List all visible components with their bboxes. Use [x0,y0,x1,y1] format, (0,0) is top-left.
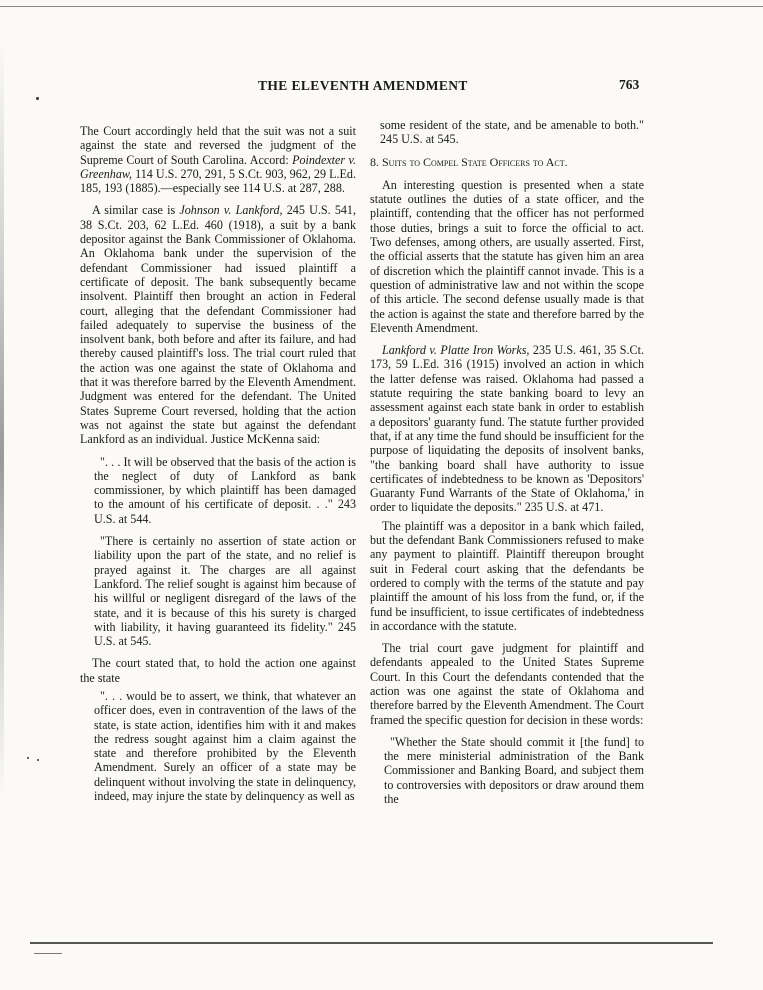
block-quote: "There is certainly no assertion of state action or liability upon the part of the state, and no relief is prayed against it. The charges are all against Lankford. The relief sought is against him because of his willful or negligent disregard of the laws of the state, and it is because of this his surety is charged with liability, it having guaranteed its fidelity." 245 U.S. at 545. [94,534,356,649]
block-quote: "Whether the State should commit it [the fund] to the mere ministerial administration of the Bank Commissioner and Banking Board, and subject them to controversies with depositors or draw around them the [384,734,644,807]
block-quote: some resident of the state, and be amenable to both." 245 U.S. at 545. [380,118,644,147]
scan-speck [27,757,29,759]
paragraph [370,343,644,515]
left-scan-edge [0,40,4,800]
bottom-scan-edge [30,942,713,944]
paragraph: The plaintiff was a depositor in a bank which failed, but the defendant Bank Commissioners refused to make any payment to plaintiff. Plaintiff thereupon brought suit in Federal court asking that the defendants be ordered to comply with the terms of the statute and pay plaintiff the amount of his loss from the fund, or, if the fund be insufficient, to issue certificates of indebtedness in accordance with the statute. [370,518,644,633]
paragraph: The trial court gave judgment for plaintiff and defendants appealed to the United States Supreme Court. In this Court the defendants contended that the action was one against the state of Oklahoma and therefore barred by the Eleventh Amendment. The Court framed the specific question for decision in these words: [370,641,644,727]
paragraph-text: The Court accordingly held that the suit was not a suit against the state and reversed the judgment of the Supreme Court of South Carolina. Accord: [80,124,356,167]
block-quote: ". . . It will be observed that the basis of the action is the neglect of duty of Lankford as bank commissioner, by which plaintiff has been damaged to the amount of his certificate of deposit. . ." 243 U.S. at 544. [94,454,356,526]
paragraph [80,203,356,446]
bottom-scan-mark [34,953,62,954]
scan-speck [36,97,39,100]
paragraph-text: A similar case is [92,203,180,218]
paragraph: The court stated that, to hold the action one against the state [80,656,356,685]
paragraph-text: 114 U.S. 270, 291, 5 S.Ct. 903, 962, 29 L.Ed. 185, 193 (1885).—especially see 114 U.S. at 287, 288. [80,166,356,196]
running-header: THE ELEVENTH AMENDMENT [258,78,468,93]
scan-speck [37,759,39,761]
block-quote: ". . . would be to assert, we think, that whatever an officer does, even in contravention of the laws of the state, is state action, identifies him with it and makes the redress sought against him a claim against the state and therefore prohibited by the Eleventh Amendment. Surely an officer of a state may be delinquent without involving the state in delinquency, indeed, may injure the state by delinquency as well as [94,688,356,804]
paragraph [80,124,356,195]
left-column [80,124,356,811]
paragraph-text: 235 U.S. 461, 35 S.Ct. 173, 59 L.Ed. 316 (1915) involved an action in which the latter defense was raised. Oklahoma had passed a statute requiring the state banking board to levy an assessment against each state bank in order to establish a depositors' guaranty fund. The statute further provided that, if at any time the fund should be insufficient for the purpose of liquidating the deposits of insolvent banks, "the banking board shall have authority to issue certificates of indebtedness to be known as 'Depositors' Guaranty Fund Warrants of the State of Oklahoma,' in order to liquidate the deposits." 235 U.S. at 471. [370,343,644,515]
section-heading: 8. Suits to Compel State Officers to Act. [370,154,568,169]
case-citation: Johnson v. Lankford, [179,203,283,218]
top-scan-edge [0,6,763,7]
paragraph: An interesting question is presented when a state statute outlines the duties of a state officer, and the plaintiff, contending that the officer has not performed those duties, brings a suit to force the official to act. Two defenses, among others, are usually asserted. First, the official asserts that the statute has given him an area of discretion which the plaintiff cannot invade. This is a question of administrative law and not within the scope of this article. The second defense usually made is that the action is against the state and therefore barred by the Eleventh Amendment. [370,177,644,335]
right-column [370,118,644,814]
case-citation: Poindexter v. Greenhaw, [80,152,356,181]
case-citation: Lankford v. Platte Iron Works, [382,343,530,358]
paragraph-text: 245 U.S. 541, 38 S.Ct. 203, 62 L.Ed. 460 (1918), a suit by a bank depositor against the Bank Commissioner of Oklahoma. An Oklahoma bank under the supervision of the defendant Commissioner had issued plaintiff a certificate of deposit. The bank subsequently became insolvent. Plaintiff then brought an action in Federal court, alleging that the defendant Commissioner had failed adequately to supervise the business of the insolvent bank, both before and after its failure, and had thereby caused plaintiff's loss. The trial court ruled that the action was one against the state of Oklahoma and that it was therefore barred by the Eleventh Amendment. Judgment was entered for the defendant. The United States Supreme Court reversed, holding that the action was not against the state but against the defendant Lankford as an individual. Justice McKenna said: [80,203,356,447]
page-number: 763 [619,77,640,92]
